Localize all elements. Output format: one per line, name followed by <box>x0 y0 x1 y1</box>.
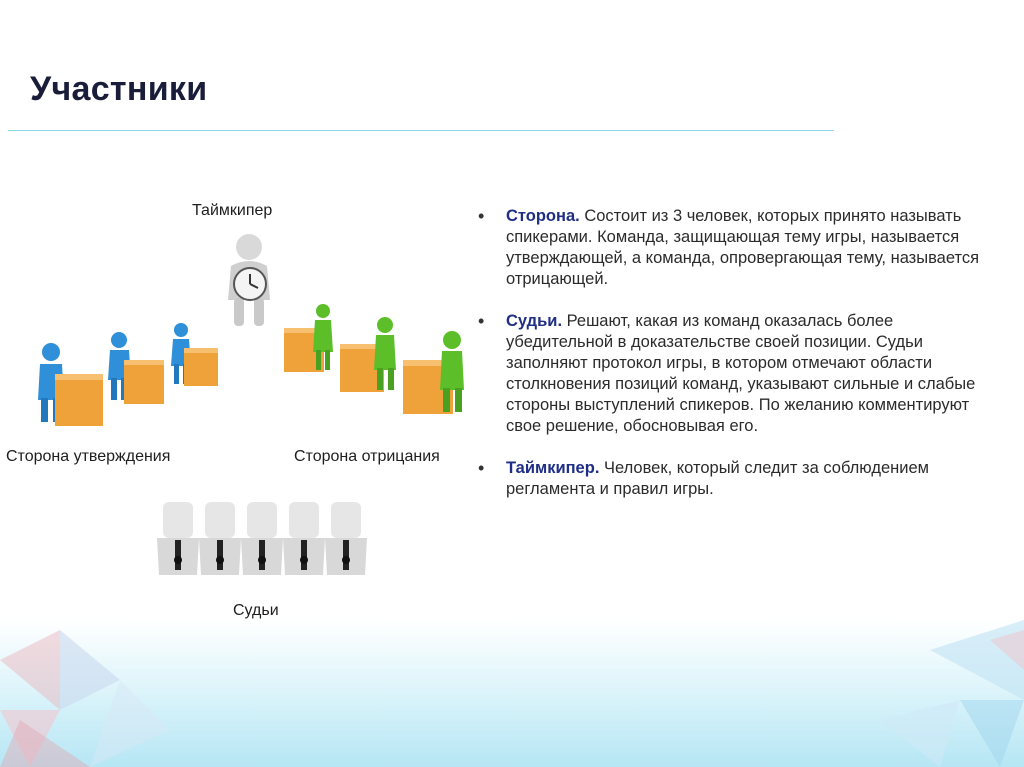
judge-icon <box>241 502 283 575</box>
judges-icon <box>157 502 367 575</box>
list-item <box>478 311 998 437</box>
judge-icon <box>157 502 199 575</box>
speaker-icon <box>403 331 464 414</box>
timekeeper-icon <box>228 234 270 326</box>
bullet-icon: • <box>478 458 485 478</box>
participants-illustration <box>0 0 470 640</box>
triangle-pattern-left <box>0 620 1024 767</box>
timekeeper-caption: Таймкипер <box>192 202 273 219</box>
judges-caption: Судьи <box>233 602 279 619</box>
slide-title: Участники <box>30 70 208 108</box>
roles-list <box>478 206 998 521</box>
speaker-icon <box>284 304 333 372</box>
role-term: Судьи. <box>506 312 563 330</box>
affirmative-caption: Сторона утверждения <box>6 448 171 465</box>
role-description: Решают, какая из команд оказалась более убедительной в доказательстве своей позиции. Судьи заполняют протокол игры, в котором отмечают области столкновения позиций команд, указывают сильные и слабые стороны выступлений спикеров. По желанию комментируют свое решение, обосновывая его. <box>506 312 976 435</box>
list-item <box>478 458 998 500</box>
bullet-icon: • <box>478 206 485 226</box>
role-term: Таймкипер. <box>506 459 600 477</box>
judge-icon <box>283 502 325 575</box>
speaker-icon <box>108 332 164 404</box>
role-description: Человек, который следит за соблюдением регламента и правил игры. <box>506 459 929 498</box>
judge-icon <box>325 502 367 575</box>
negative-caption: Сторона отрицания <box>294 448 440 465</box>
list-item <box>478 206 998 290</box>
speaker-icon <box>340 317 396 392</box>
judge-icon <box>199 502 241 575</box>
role-term: Сторона. <box>506 207 580 225</box>
negative-team-icon <box>284 304 464 414</box>
role-description: Состоит из 3 человек, которых принято называть спикерами. Команда, защищающая тему игры, называется утверждающей, а команда, опровергающая тему, называется отрицающей. <box>506 207 980 288</box>
background-decoration <box>0 620 1024 767</box>
bullet-icon: • <box>478 311 485 331</box>
speaker-icon <box>171 323 218 386</box>
speaker-icon <box>38 343 103 426</box>
affirmative-team-icon <box>38 323 218 426</box>
